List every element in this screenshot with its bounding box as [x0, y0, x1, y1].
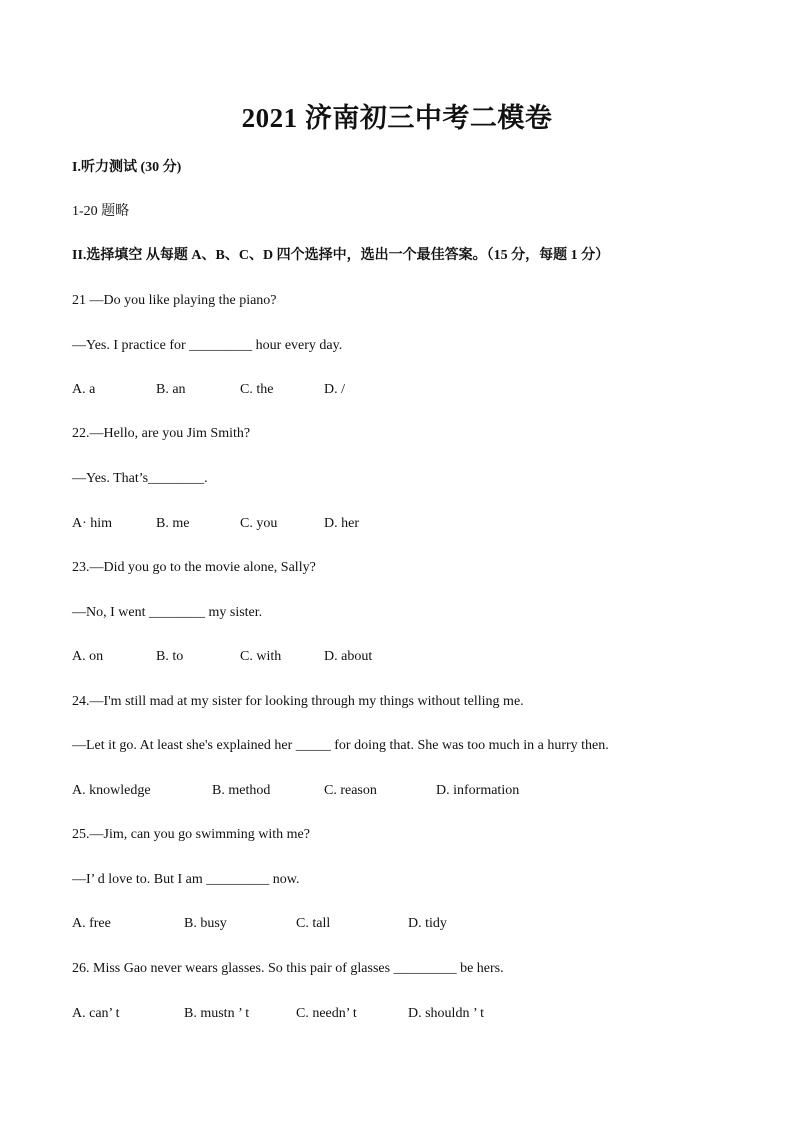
option-a: A. free: [72, 916, 111, 931]
section2-heading: II.选择填空 从每题 A、B、C、D 四个选择中，选出一个最佳答案。（15 分，每题 1 分）: [72, 248, 610, 263]
q23-answer-line: —No, I went ________ my sister.: [72, 605, 263, 620]
option-b: B. me: [156, 516, 190, 531]
q22-answer-line: —Yes. That’s________.: [72, 471, 208, 486]
option-c: C. you: [240, 516, 278, 531]
option-d: D. tidy: [408, 916, 447, 931]
option-c: C. reason: [324, 783, 377, 798]
q23-question: 23.—Did you go to the movie alone, Sally?: [72, 560, 316, 575]
q24-options: [72, 781, 754, 801]
q24-question: 24.—I'm still mad at my sister for looking through my things without telling me.: [72, 694, 524, 709]
q22-options: [72, 514, 754, 534]
option-b: B. to: [156, 649, 184, 664]
page-title: 2021 济南初三中考二模卷: [241, 103, 553, 133]
option-b: B. an: [156, 382, 186, 397]
q25-answer-line: —I’ d love to. But I am _________ now.: [72, 872, 300, 887]
option-c: C. with: [240, 649, 282, 664]
q25-question: 25.—Jim, can you go swimming with me?: [72, 827, 310, 842]
q26-options: [72, 1004, 754, 1024]
q21-options: [72, 380, 754, 400]
option-c: C. needn’ t: [296, 1006, 357, 1021]
q23-options: [72, 647, 754, 667]
option-d: D. about: [324, 649, 373, 664]
q25-options: [72, 914, 754, 934]
option-a: A. knowledge: [72, 783, 151, 798]
option-a: A. a: [72, 382, 96, 397]
option-d: D. information: [436, 783, 520, 798]
option-a: A. can’ t: [72, 1006, 120, 1021]
option-d: D. her: [324, 516, 359, 531]
q24-answer-line: —Let it go. At least she's explained her _____ for doing that. She was too much in a hurry then.: [72, 738, 609, 753]
section1-note: 1-20 题略: [72, 204, 130, 219]
q22-question: 22.—Hello, are you Jim Smith?: [72, 426, 251, 441]
section1-heading: I.听力测试 (30 分): [72, 160, 182, 175]
q26-question: 26. Miss Gao never wears glasses. So this pair of glasses _________ be hers.: [72, 961, 504, 976]
option-c: C. the: [240, 382, 274, 397]
q21-answer-line: —Yes. I practice for _________ hour every day.: [72, 338, 343, 353]
option-b: B. method: [212, 783, 271, 798]
option-d: D. shouldn ’ t: [408, 1006, 484, 1021]
option-c: C. tall: [296, 916, 331, 931]
option-a: A. on: [72, 649, 104, 664]
q21-question: 21 —Do you like playing the piano?: [72, 293, 277, 308]
option-b: B. mustn ’ t: [184, 1006, 250, 1021]
option-a: A· him: [72, 516, 113, 531]
option-d: D. /: [324, 382, 345, 397]
option-b: B. busy: [184, 916, 227, 931]
